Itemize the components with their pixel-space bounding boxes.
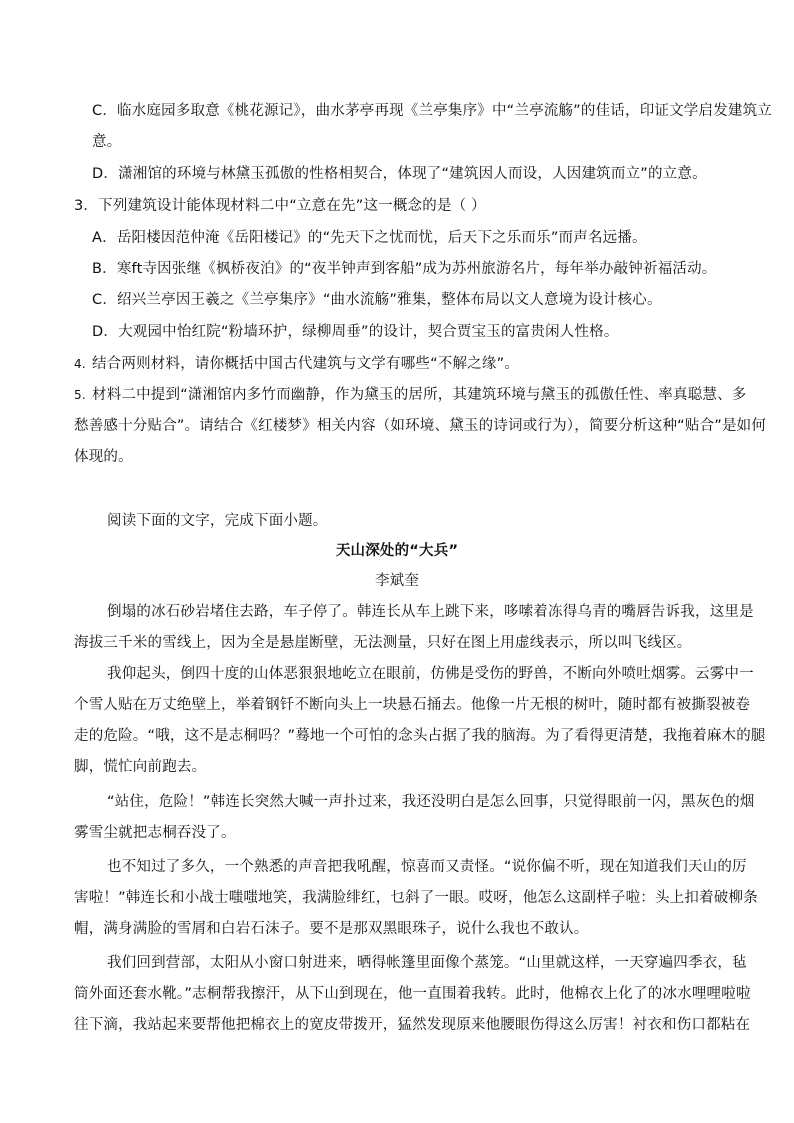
paragraph-line: 往下滴，我站起来要帮他把棉衣上的宽皮带拨开，猛然发现原来他腰眼伤得这么厉害！衬衣和伤口都粘在 [74, 1017, 751, 1033]
question-3-option-b: B．寒ft寺因张继《枫桥夜泊》的“夜半钟声到客船”成为苏州旅游名片，每年举办敲钟祈福活动。 [92, 261, 717, 277]
question-4-number: 4. [74, 357, 86, 371]
paragraph-line: 走的危险。“哦，这不是志桐吗？”蓦地一个可怕的念头占据了我的脑海。为了看得更清楚，我拖着麻木的腿 [74, 728, 766, 744]
question-5-line-2: 愁善感十分贴合”。请结合《红楼梦》相关内容（如环境、黛玉的诗词或行为），简要分析这种“贴合”是如何 [74, 418, 767, 434]
paragraph-line: 我们回到营部，太阳从小窗口射进来，晒得帐篷里面像个蒸笼。“山里就这样，一天穿遍四季衣，毡 [107, 955, 747, 971]
paragraph-line: 倒塌的冰石砂岩堵住去路，车子停了。韩连长从车上跳下来，哆嗦着冻得乌青的嘴唇告诉我，这里是 [107, 604, 754, 620]
paragraph-line: 帽，满身满脸的雪屑和白岩石沫子。要不是那双黑眼珠子，说什么我也不敢认。 [74, 921, 589, 937]
paragraph-line: 我仰起头，倒四十度的山体恶狠狠地屹立在眼前，仿佛是受伤的野兽，不断向外喷吐烟雾。云雾中一 [107, 666, 754, 682]
question-3-option-d: D．大观园中怡红院“粉墙环护，绿柳周垂”的设计，契合贾宝玉的富贵闲人性格。 [92, 324, 619, 340]
question-3-option-a: A．岳阳楼因范仲淹《岳阳楼记》的“先天下之忧而忧，后天下之乐而乐”而声名远播。 [92, 230, 647, 246]
paragraph-line: “站住，危险！”韩连长突然大喊一声扑过来，我还没明白是怎么回事，只觉得眼前一闪，黑灰色的烟 [107, 794, 755, 810]
question-3-option-c: C．绍兴兰亭因王羲之《兰亭集序》“曲水流觞”雅集，整体布局以文人意境为设计核心。 [92, 292, 662, 308]
option-d-previous: D．潇湘馆的环境与林黛玉孤傲的性格相契合，体现了“建筑因人而设，人因建筑而立”的立意。 [92, 166, 707, 182]
story-author: 李斌奎 [374, 573, 420, 589]
question-5-line-3: 体现的。 [74, 449, 133, 465]
paragraph-line: 雾雪尘就把志桐吞没了。 [74, 825, 236, 841]
question-3-stem: 3．下列建筑设计能体现材料二中“立意在先”这一概念的是（ ） [74, 198, 486, 214]
story-title: 天山深处的“大兵” [335, 543, 459, 559]
option-c-previous-line-2: 意。 [92, 134, 122, 150]
question-5-line-1: 材料二中提到“潇湘馆内多竹而幽静，作为黛玉的居所，其建筑环境与黛玉的孤傲任性、率真聪慧、多 [92, 387, 747, 403]
paragraph-line: 个雪人贴在万丈绝壁上，举着钢钎不断向头上一块悬石捅去。他像一片无根的树叶，随时都有被撕裂被卷 [74, 697, 751, 713]
paragraph-line: 也不知过了多久，一个熟悉的声音把我吼醒，惊喜而又责怪。“说你偏不听，现在知道我们天山的厉 [107, 859, 747, 875]
question-4-text: 结合两则材料，请你概括中国古代建筑与文学有哪些“不解之缘”。 [92, 356, 520, 372]
option-c-previous-line-1: C．临水庭园多取意《桃花源记》，曲水茅亭再现《兰亭集序》中“兰亭流觞”的佳话，印证文学启发建筑立 [92, 103, 772, 119]
paragraph-line: 害啦！”韩连长和小战士嗤嗤地笑，我满脸绯红，乜斜了一眼。哎呀，他怎么这副样子啦：头上扣着破柳条 [74, 890, 758, 906]
paragraph-line: 海拔三千米的雪线上，因为全是悬崖断壁，无法测量，只好在图上用虚线表示，所以叫飞线区。 [74, 635, 692, 651]
paragraph-line: 筒外面还套水靴。”志桐帮我擦汗，从下山到现在，他一直围着我转。此时，他棉衣上化了的冰水哩哩啦啦 [74, 986, 751, 1002]
reading-instruction: 阅读下面的文字，完成下面小题。 [107, 513, 328, 529]
paragraph-line: 脚，慌忙向前跑去。 [74, 759, 207, 775]
question-5-number: 5. [74, 388, 86, 402]
